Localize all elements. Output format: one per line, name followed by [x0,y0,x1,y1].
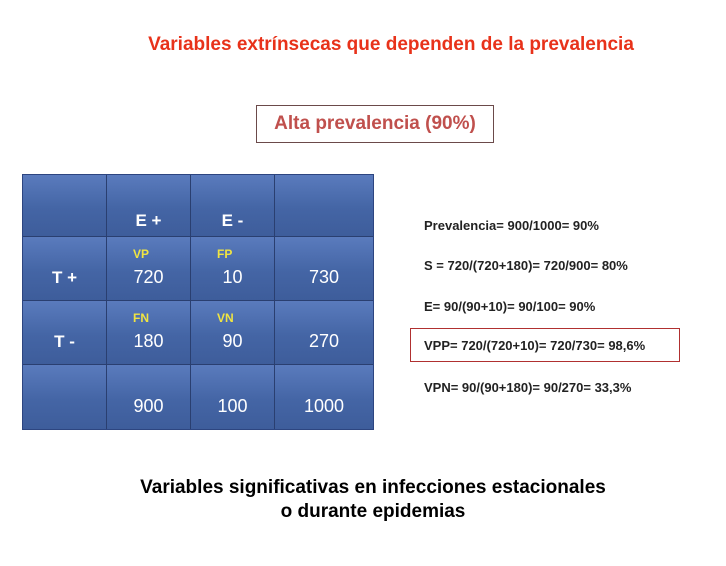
header-e-plus-label: E + [135,211,162,230]
value-grand-total: 1000 [303,396,345,416]
row-header-total [23,365,107,429]
cell-vn [191,301,275,365]
header-e-minus-label: E - [221,211,244,230]
row-header-t-plus [23,237,107,301]
formula-vpp: VPP= 720/(720+10)= 720/730= 98,6% [424,337,646,353]
tag-fp: FP [217,247,233,261]
footer-line-2: o durante epidemias [280,501,466,522]
cell-fp [191,237,275,301]
value-fn: 180 [133,331,164,351]
row-header-t-minus [23,301,107,365]
formula-vpn: VPN= 90/(90+180)= 90/270= 33,3% [424,380,632,395]
slide-title: Variables extrínsecas que dependen de la prevalencia [148,34,634,55]
value-epos-total: 900 [133,396,164,416]
formula-prevalencia: Prevalencia= 900/1000= 90% [424,218,599,233]
value-vn: 90 [222,331,243,351]
value-tneg-total: 270 [308,331,340,351]
tag-vn: VN [217,311,234,325]
footer-note [0,476,726,524]
header-e-plus [107,175,191,237]
contingency-table [22,174,374,430]
value-eneg-total: 100 [217,396,248,416]
row-header-t-plus-label: T + [51,268,78,287]
tag-fn: FN [133,311,149,325]
cell-vp [107,237,191,301]
table-corner-cell [23,175,107,237]
value-tpos-total: 730 [308,267,340,287]
row-header-t-minus-label: T - [54,332,75,351]
value-vp: 720 [133,267,164,287]
cell-eneg-total [191,365,275,429]
formula-sensibilidad: S = 720/(720+180)= 720/900= 80% [424,258,628,273]
tag-vp: VP [133,247,150,261]
cell-tpos-total [275,237,373,301]
cell-epos-total [107,365,191,429]
prevalence-badge: Alta prevalencia (90%) [256,105,494,143]
formula-especificidad: E= 90/(90+10)= 90/100= 90% [424,299,596,314]
formula-vpp-highlighted [410,328,680,362]
value-fp: 10 [222,267,243,287]
cell-tneg-total [275,301,373,365]
cell-grand-total [275,365,373,429]
header-total [275,175,373,237]
cell-fn [107,301,191,365]
header-e-minus [191,175,275,237]
footer-line-1: Variables significativas en infecciones estacionales [140,477,606,498]
